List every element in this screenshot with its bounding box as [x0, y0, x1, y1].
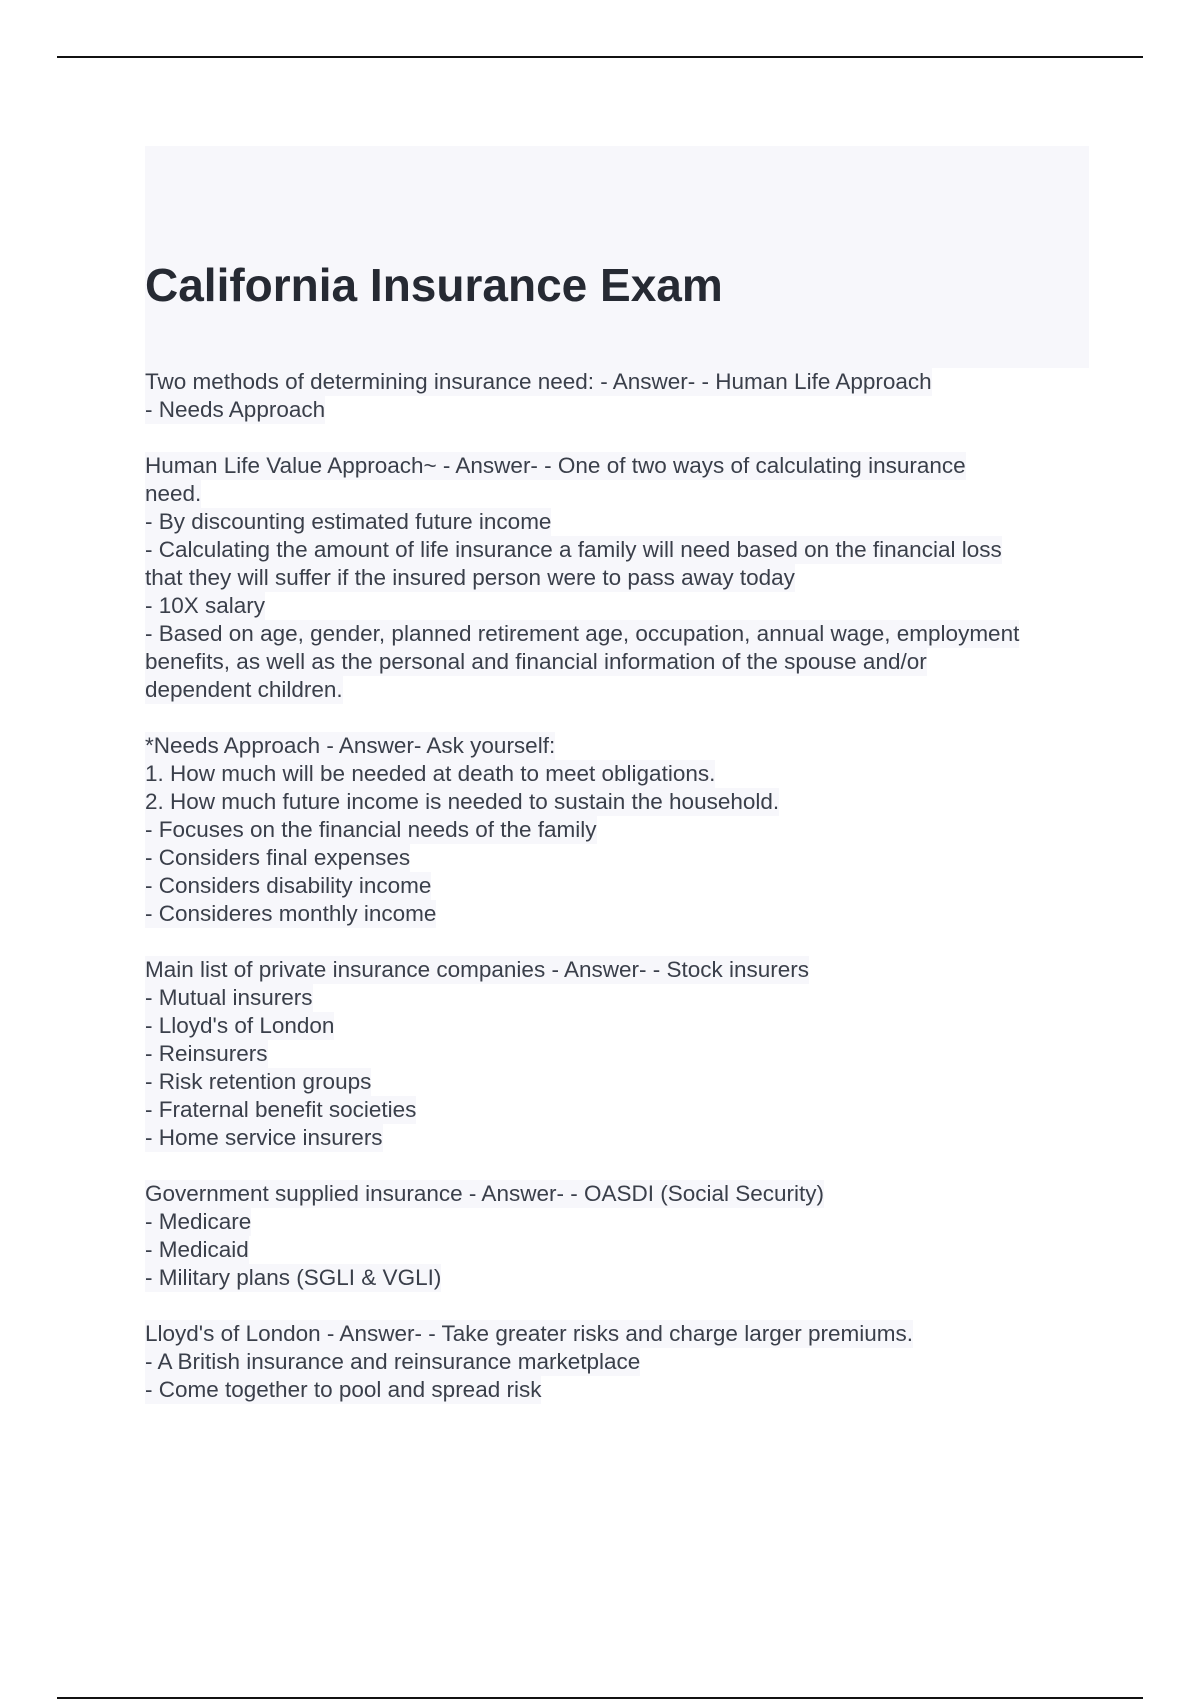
text-line: Main list of private insurance companies - Answer- - Stock insurers — [145, 957, 810, 982]
text-line: Lloyd's of London - Answer- - Take greater risks and charge larger premiums. — [145, 1321, 913, 1346]
text-line: - Consideres monthly income — [145, 901, 437, 926]
text-line: - Reinsurers — [145, 1041, 268, 1066]
text-line: - Medicaid — [145, 1237, 249, 1262]
text-line: - Considers final expenses — [145, 845, 411, 870]
text-line: *Needs Approach - Answer- Ask yourself: — [145, 733, 556, 758]
text-line: - Based on age, gender, planned retirement age, occupation, annual wage, employment — [145, 621, 1020, 646]
text-line: 2. How much future income is needed to sustain the household. — [145, 789, 780, 814]
text-line: - Come together to pool and spread risk — [145, 1377, 542, 1402]
text-line: - 10X salary — [145, 593, 266, 618]
qa-item-government-insurance — [145, 1180, 1089, 1292]
document-title: California Insurance Exam — [145, 259, 723, 311]
qa-item-human-life-value — [145, 452, 1089, 704]
qa-item-insurance-need-methods — [145, 368, 1089, 424]
bottom-divider — [57, 1697, 1143, 1699]
text-line: that they will suffer if the insured person were to pass away today — [145, 565, 795, 590]
text-line: - Home service insurers — [145, 1125, 383, 1150]
qa-item-needs-approach — [145, 732, 1089, 928]
text-line: - Military plans (SGLI & VGLI) — [145, 1265, 442, 1290]
text-line: - Mutual insurers — [145, 985, 313, 1010]
text-line: - Focuses on the financial needs of the family — [145, 817, 597, 842]
text-line: - Risk retention groups — [145, 1069, 372, 1094]
text-line: benefits, as well as the personal and financial information of the spouse and/or — [145, 649, 927, 674]
text-line: - Medicare — [145, 1209, 252, 1234]
text-line: - Considers disability income — [145, 873, 432, 898]
text-line: dependent children. — [145, 677, 343, 702]
document-body — [145, 368, 1089, 1432]
qa-item-private-insurers — [145, 956, 1089, 1152]
text-line: Government supplied insurance - Answer- - OASDI (Social Security) — [145, 1181, 825, 1206]
text-line: - By discounting estimated future income — [145, 509, 552, 534]
text-line: Human Life Value Approach~ - Answer- - One of two ways of calculating insurance — [145, 453, 966, 478]
top-divider — [57, 56, 1143, 58]
text-line: - Needs Approach — [145, 397, 326, 422]
text-line: - Fraternal benefit societies — [145, 1097, 417, 1122]
text-line: need. — [145, 481, 202, 506]
text-line: - A British insurance and reinsurance marketplace — [145, 1349, 641, 1374]
qa-item-lloyds-of-london — [145, 1320, 1089, 1404]
text-line: 1. How much will be needed at death to meet obligations. — [145, 761, 716, 786]
text-line: - Calculating the amount of life insurance a family will need based on the financial loss — [145, 537, 1002, 562]
text-line: Two methods of determining insurance need: - Answer- - Human Life Approach — [145, 369, 932, 394]
text-line: - Lloyd's of London — [145, 1013, 335, 1038]
